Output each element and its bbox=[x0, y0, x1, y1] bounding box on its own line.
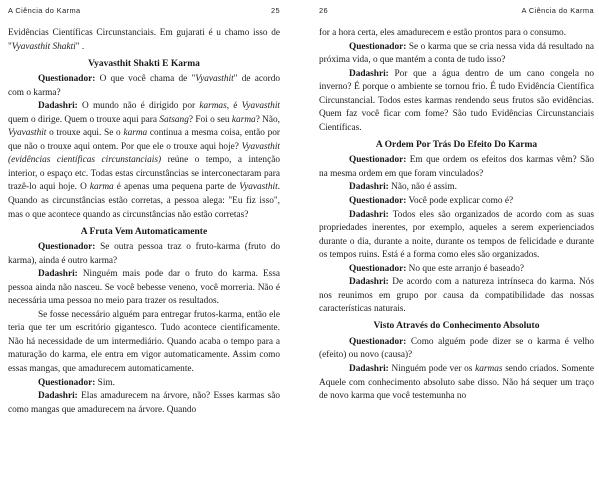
text-run: Sim. bbox=[95, 377, 115, 388]
page-number: 26 bbox=[319, 6, 329, 15]
speaker-label: Questionador: bbox=[38, 242, 96, 253]
text-run: No que este arranjo é baseado? bbox=[406, 263, 525, 274]
text-run: continua a mesma coisa, então por que não o trouxe aqui ontem. Por que ele o trouxe aqui hoje? bbox=[8, 128, 280, 152]
speaker-label: Dadashri: bbox=[349, 364, 389, 375]
italic-term: Vyavasthit Shakti bbox=[11, 41, 76, 52]
text-run: Evidências Científicas Circunstanciais. Em gujarati é u chamo isso de " bbox=[8, 28, 280, 52]
text-run: Todos eles são organizados de acordo com as suas propriedades inerentes, por exemplo, aqueles a serem experienciados durante o dia, durante a noite, durante os tempos de felicidade e durante os tempos ruins. Está é a forma como eles são organizados. bbox=[319, 209, 594, 261]
text-run: Como alguém pode dizer se o karma é velho (efeito) ou novo (causa)? bbox=[319, 336, 594, 361]
text-run: Se fosse necessário alguém para entregar frutos-karma, então ele teria que ter um escritório gigantesco. Tudo acontece cientificamente. Não há necessidade de um intermediário. Quando acaba o tempo para a maturação do karma, ele entra em vigor automaticamente. Assim como essas mangas, que amadurecem automaticamente. bbox=[8, 309, 280, 375]
speaker-label: Dadashri: bbox=[38, 101, 78, 112]
speaker-label: Dadashri: bbox=[349, 277, 389, 288]
text-run: ? Não, bbox=[255, 114, 280, 125]
text-run: O mundo não é dirigido por bbox=[77, 101, 200, 112]
paragraph bbox=[319, 154, 594, 181]
italic-term: Vyavasthit bbox=[195, 74, 234, 85]
text-run: " de acordo com o karma? bbox=[8, 74, 280, 98]
speaker-label: Dadashri: bbox=[38, 269, 78, 280]
header-title: A Ciência do Karma bbox=[8, 6, 81, 15]
paragraph bbox=[8, 100, 280, 222]
text-run: Ninguém mais pode dar o fruto do karma. Essa pessoa ainda não nasceu. Se você bebesse veneno, você morreria. Não é necessária uma pessoa no meio para trazer os resultados. bbox=[8, 269, 280, 307]
text-run: for a hora certa, eles amadurecem e estão prontos para o consumo. bbox=[319, 28, 567, 38]
text-run: Por que a água dentro de um cano congela no inverno? É porque o ambiente se tornou frio. É tudo Evidência Científica Circunstancial. Todos estes karmas rendendo seus frutos são evidências. Quem faz você ficar com fome? São tudo Evidências Circunstanciais Científicas. bbox=[319, 68, 594, 133]
paragraph bbox=[8, 377, 280, 391]
text-run: Elas amadurecem na árvore, não? Esses karmas são como mangas que amadurecem na árvore. Quando bbox=[8, 391, 280, 415]
speaker-label: Dadashri: bbox=[349, 209, 389, 220]
text-run: reúne o tempo, a intenção interior, o espaço etc. Todas estas circunstâncias se interconectaram para trazê-lo aqui hoje. O bbox=[8, 155, 280, 193]
text-run: Se outra pessoa traz o fruto-karma (fruto do karma), ainda é outro karma? bbox=[8, 242, 280, 266]
right-page bbox=[319, 0, 594, 484]
speaker-label: Questionador: bbox=[38, 74, 96, 85]
speaker-label: Questionador: bbox=[349, 155, 407, 166]
page-number: 25 bbox=[270, 6, 280, 15]
text-run: sendo criados. Somente Aquele com conhecimento absoluto sabe disso. Não há sequer um traço de novo karma que você testemunha no bbox=[319, 364, 594, 402]
paragraph bbox=[319, 181, 594, 195]
text-run: quem o dirige. Quem o trouxe aqui para bbox=[8, 114, 160, 125]
running-header bbox=[319, 6, 594, 20]
italic-term: Satsang bbox=[159, 114, 189, 125]
text-run: . Quando as circunstâncias estão corretas, a pessoa alega: "Eu fiz isso", mas o que acontece quando as circunstâncias não estão corretas? bbox=[8, 182, 280, 220]
paragraph bbox=[319, 41, 594, 68]
paragraph bbox=[319, 209, 594, 263]
section-heading: Visto Através do Conhecimento Absoluto bbox=[373, 321, 540, 332]
text-run: Não, não é assim. bbox=[388, 182, 457, 193]
paragraph bbox=[319, 27, 594, 41]
left-page bbox=[8, 0, 280, 484]
page-body bbox=[8, 27, 280, 417]
text-run: é apenas uma pequena parte de bbox=[113, 182, 240, 193]
section-heading: Vyavasthit Shakti E Karma bbox=[88, 58, 200, 69]
speaker-label: Questionador: bbox=[349, 336, 407, 347]
text-run: Se o karma que se cria nessa vida dá resultado na próxima vida, o que mantém a conta de tudo isso? bbox=[319, 41, 594, 66]
italic-term: karmas bbox=[199, 101, 227, 112]
paragraph bbox=[8, 241, 280, 268]
text-run: Ninguém pode ver os bbox=[388, 364, 476, 375]
paragraph bbox=[8, 27, 280, 54]
text-run: , é bbox=[226, 101, 242, 112]
italic-term: karmas bbox=[475, 364, 503, 375]
speaker-label: Questionador: bbox=[349, 41, 407, 52]
text-run: De acordo com a natureza intrínseca do karma. Nós nos reunimos em grupo por causa da compatibilidade das nossas características naturais. bbox=[319, 277, 594, 315]
paragraph bbox=[319, 276, 594, 317]
paragraph bbox=[319, 68, 594, 136]
speaker-label: Questionador: bbox=[38, 377, 96, 388]
text-run: O que você chama de " bbox=[95, 74, 196, 85]
speaker-label: Questionador: bbox=[349, 263, 407, 274]
paragraph bbox=[319, 336, 594, 363]
header-title: A Ciência do Karma bbox=[521, 6, 594, 15]
paragraph bbox=[319, 195, 594, 209]
italic-term: Vyavasthit bbox=[239, 182, 278, 193]
paragraph bbox=[8, 268, 280, 309]
paragraph bbox=[8, 309, 280, 377]
paragraph bbox=[8, 73, 280, 100]
italic-term: Vyavasthit bbox=[241, 101, 280, 112]
section-heading: A Fruta Vem Automaticamente bbox=[80, 226, 208, 237]
italic-term: Vyavasthit (evidências científicas circunstanciais) bbox=[8, 141, 280, 166]
speaker-label: Questionador: bbox=[349, 196, 407, 207]
text-run: ? Foi o seu bbox=[188, 114, 232, 125]
text-run: Em que ordem os efeitos dos karmas vêm? São na mesma ordem em que foram vinculados? bbox=[319, 155, 594, 179]
speaker-label: Dadashri: bbox=[349, 68, 389, 79]
italic-term: karma bbox=[89, 182, 114, 193]
speaker-label: Dadashri: bbox=[38, 391, 78, 402]
italic-term: karma bbox=[123, 128, 148, 139]
text-run: o trouxe aqui. Se o bbox=[46, 128, 124, 139]
speaker-label: Dadashri: bbox=[349, 182, 389, 193]
running-header bbox=[8, 6, 280, 20]
italic-term: Vyavasthit bbox=[8, 128, 47, 139]
paragraph bbox=[319, 263, 594, 277]
text-run: Você pode explicar como é? bbox=[406, 196, 514, 207]
paragraph bbox=[8, 390, 280, 417]
paragraph bbox=[319, 363, 594, 404]
page-body bbox=[319, 27, 594, 404]
section-heading: A Ordem Por Trás Do Efeito Do Karma bbox=[375, 139, 538, 150]
italic-term: karma bbox=[231, 114, 256, 125]
text-run: " . bbox=[75, 41, 85, 52]
